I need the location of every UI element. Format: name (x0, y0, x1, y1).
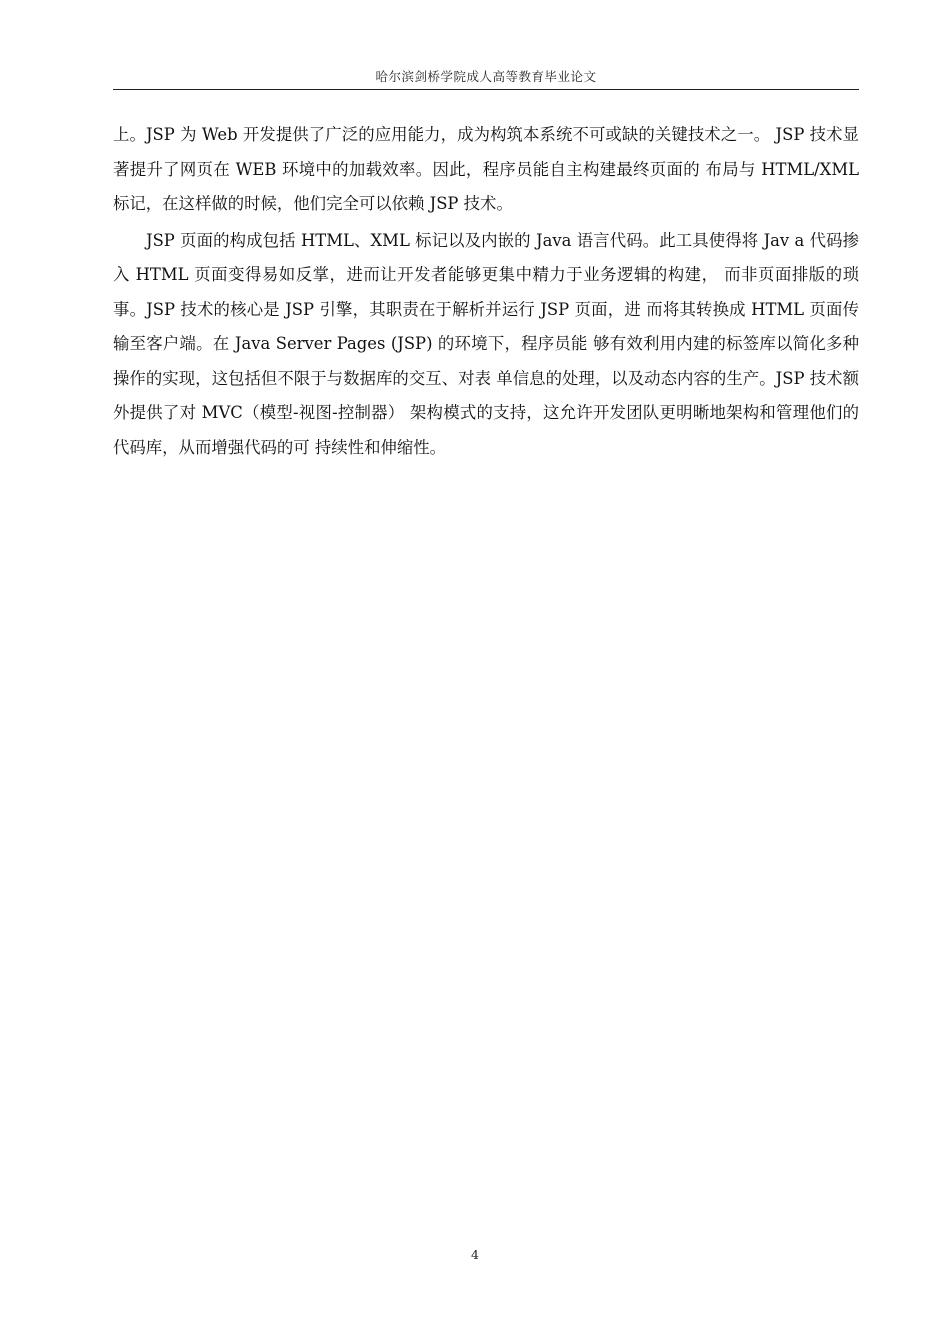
page-number: 4 (471, 1247, 479, 1262)
page-header (113, 62, 859, 90)
document-body (113, 118, 859, 465)
header-title: 哈尔滨剑桥学院成人高等教育毕业论文 (375, 69, 597, 84)
body-paragraph: 上。JSP 为 Web 开发提供了广泛的应用能力，成为构筑本系统不可或缺的关键技术之一。 JSP 技术显著提升了网页在 WEB 环境中的加载效率。因此，程序员能自主构建最终页面的 布局与 HTML/XML 标记，在这样做的时候，他们完全可以依赖 JSP 技术。 (113, 125, 859, 213)
body-paragraph: JSP 页面的构成包括 HTML、XML 标记以及内嵌的 Java 语言代码。此工具使得将 Jav a 代码掺入 HTML 页面变得易如反掌，进而让开发者能够更集中精力于业务逻辑的构建， 而非页面排版的琐事。JSP 技术的核心是 JSP 引擎，其职责在于解析并运行 JSP 页面，进 而将其转换成 HTML 页面传输至客户端。在 Java Server Pages (JSP) 的环境下，程序员能 够有效利用内建的标签库以简化多种操作的实现，这包括但不限于与数据库的交互、对表 单信息的处理，以及动态内容的生产。JSP 技术额外提供了对 MVC（模型-视图-控制器） 架构模式的支持，这允许开发团队更明晰地架构和管理他们的代码库，从而增强代码的可 持续性和伸缩性。 (113, 230, 859, 457)
